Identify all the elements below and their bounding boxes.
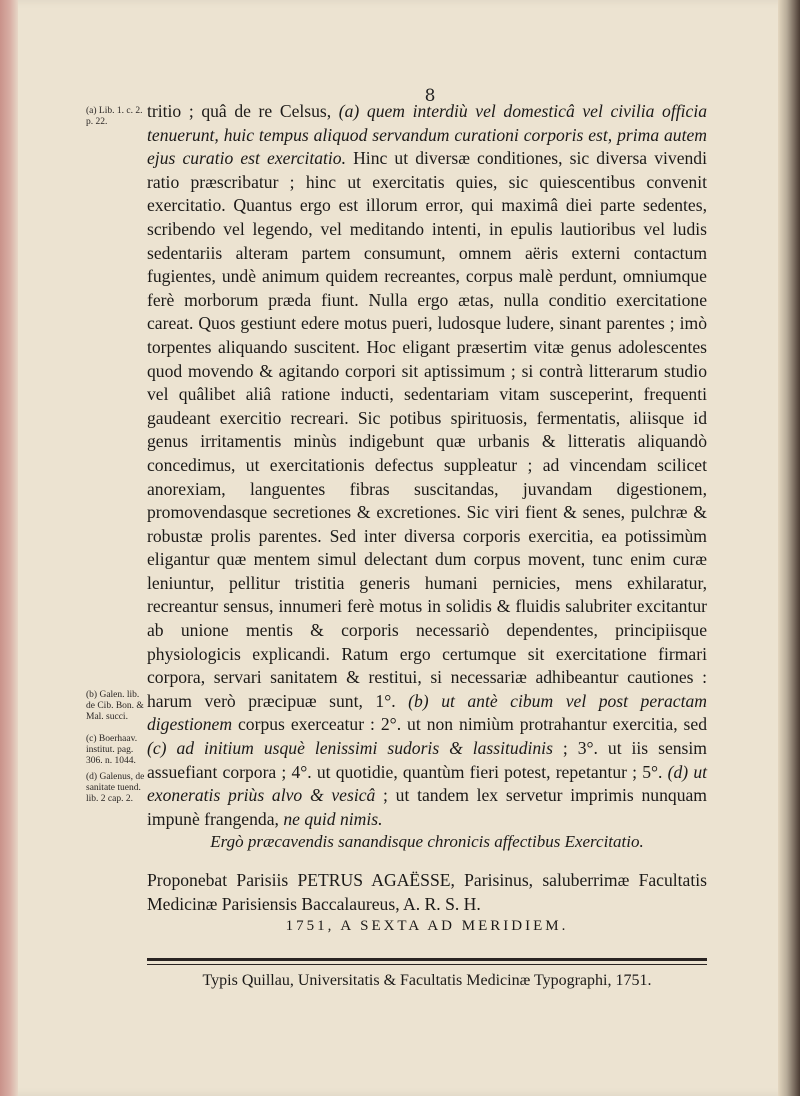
margin-note-a: (a) Lib. 1. c. 2. p. 22. xyxy=(86,106,143,127)
divider-rule xyxy=(147,958,707,961)
celsus-quote: quem interdiù vel domesticâ vel civilia officia tenuerunt, huic tempus aliquod servandum curationi corporis est, prima autem ejus curatio est exercitatio. xyxy=(147,101,708,169)
text-segment: ; ut tandem lex servetur imprimis nunquam impunè frangenda, xyxy=(147,785,707,829)
text-segment: tritio ; quâ de re Celsus, xyxy=(147,101,339,121)
footnote-ref-a: (a) xyxy=(338,101,367,121)
margin-note-b: (b) Galen. lib. de Cib. Bon. & Mal. succi. xyxy=(86,690,144,722)
margin-note-d: (d) Galenus, de sanitate tuend. lib. 2 cap. 2. xyxy=(86,772,145,804)
footnote-ref-c: (c) xyxy=(147,738,177,759)
text-segment: Hinc ut diversæ conditiones, sic diversa vivendi ratio præscribatur ; hinc ut exercitatis quies, sic quiescentibus convenit exercitatio. Quantus ergo est illorum error, qui maximâ diei parte sedentes, scribendo vel legendo, vel meditando intenti, in epulis lautioribus vel ludis sedentariis alteram partem consumunt, omnem aëris externi contactum fugientes, undè animum quidem recreantes, corpus malè perdunt, omniumque ferè morborum præda fiunt. Nulla ergo ætas, nulla conditio exercitatione careat. Quos gestiunt edere motus pueri, ludosque ludere, sinant parentes ; imò torpentes aliquando suscitent. Hoc eligant præsertim vitæ genus adolescentes quod movendo & agitando corpori sit aptissimum ; si contrà litterarum studio vel quâlibet aliâ ratione inducti, sedentariam vitam susceperint, frequenti gaudeant exercitio recreari. Sic potibus spirituosis, fermentatis, aliisque id genus irritamentis minùs indigebunt quæ urbanis & litteratis aliquandò concedimus, ut exercitationis defectus suppleatur ; ad vincendam scilicet anorexiam, languentes fibras suscitandas, juvandam digestionem, promovendasque secretiones & excretiones. Sic viri fient & senes, pulchræ & robustæ prolis parentes. Sed inter diversa corporis exercitia, ea potissimùm eligantur quæ mentem simul delectant dum corpus movent, tunc enim curæ leniuntur, pellitur tristitia generis humani pernicies, mens exhilaratur, recreantur sensus, innumeri ferè motus in solidis & fluidis salubriter excitantur ab unione mentis & corporis necessariò dependentes, principiisque physiologicis explicandi. Ratum ergo certumque sit exercitatione firmari corpora, servari sanitatem & restitui, si necessariæ adhibeantur cautiones : harum verò præcipuæ sunt, 1°. xyxy=(147,148,707,711)
margin-note-c: (c) Boerhaav. institut. pag. 306. n. 1044. xyxy=(86,734,138,766)
page-edge-shadow xyxy=(778,0,800,1096)
printer-colophon: Typis Quillau, Universitatis & Facultatis Medicinæ Typographi, 1751. xyxy=(202,972,652,989)
closing-maxim: ne quid nimis. xyxy=(283,808,383,829)
text-segment: corpus exerceatur : 2°. ut non nimiùm protrahantur exercitia, sed xyxy=(232,714,707,735)
page-number: 8 xyxy=(424,86,436,106)
caution-2: ad initium usquè lenissimi sudoris & lassitudinis xyxy=(176,738,553,759)
binding-edge xyxy=(0,0,18,1096)
footnote-ref-d: (d) xyxy=(667,761,694,782)
caution-1: ut antè cibum vel post peractam digestionem xyxy=(147,690,708,735)
thesis-conclusion: Ergò præcavendis sanandisque chronicis affectibus Exercitatio. xyxy=(210,832,644,851)
footnote-ref-b: (b) xyxy=(408,690,442,711)
date-line: 1751, A SEXTA AD MERIDIEM. xyxy=(285,918,569,934)
caution-5: ut exoneratis priùs alvo & vesicâ xyxy=(147,761,707,806)
divider-rule-thin xyxy=(147,964,707,965)
main-paragraph xyxy=(147,100,707,831)
proponent-line: Proponebat Parisiis PETRUS AGAËSSE, Parisinus, saluberrimæ Facultatis Medicinæ Parisiensis Baccalaureus, A. R. S. H. xyxy=(147,870,707,914)
text-segment: ; 3°. ut iis sensim assuefiant corpora ; 4°. ut quotidie, quantùm fieri potest, repetantur ; 5°. xyxy=(147,738,707,782)
